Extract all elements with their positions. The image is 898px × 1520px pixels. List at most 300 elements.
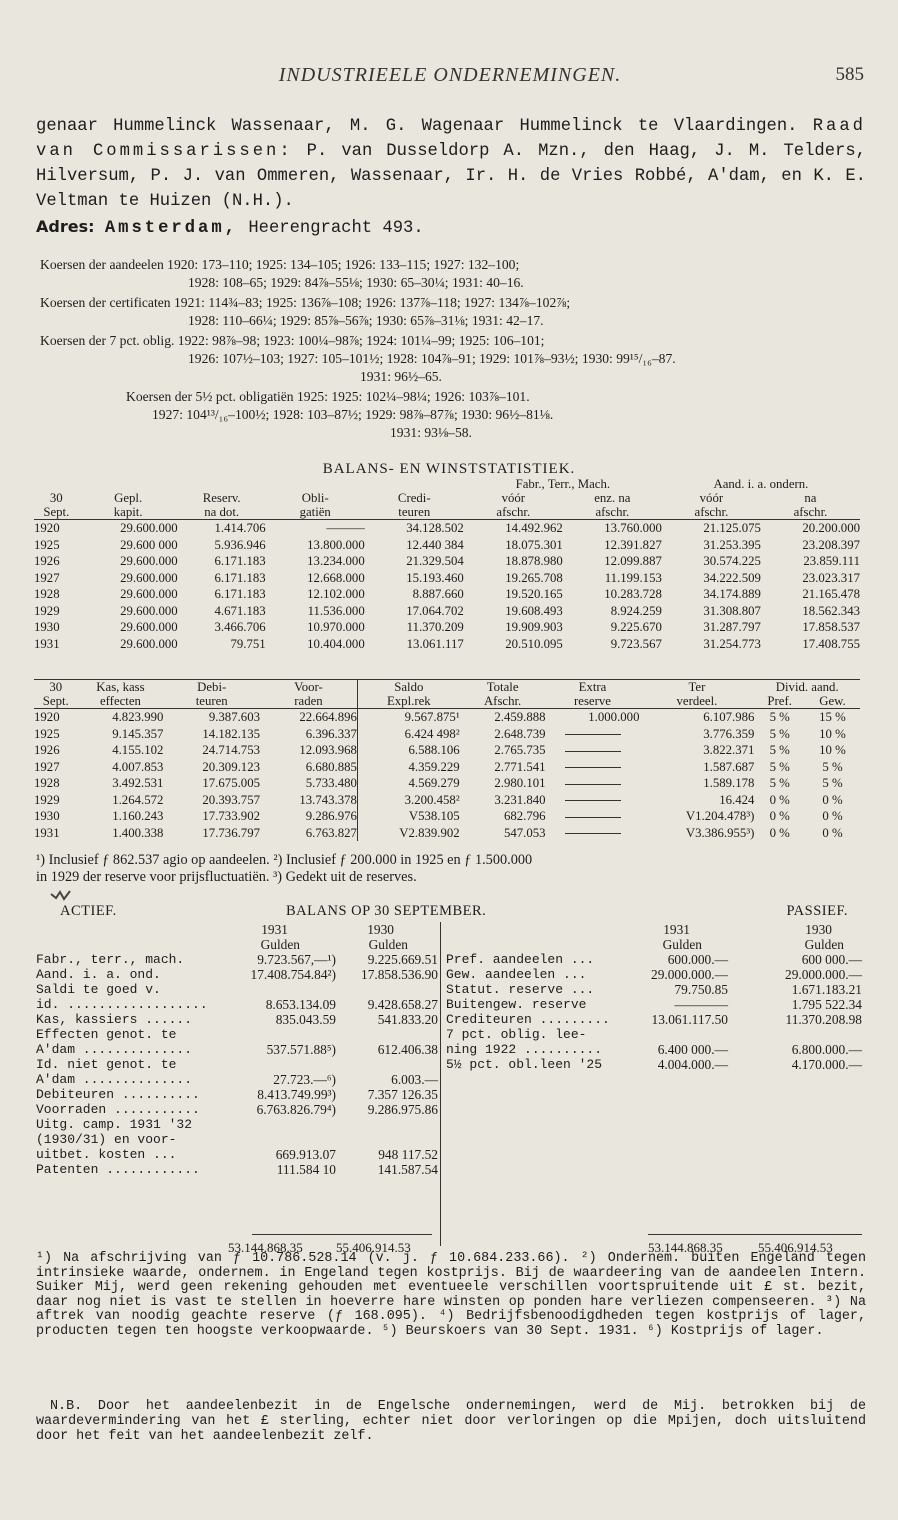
balance-sheet <box>36 922 862 1256</box>
total-liabilities-1931: 53.144.868.35 <box>648 1240 723 1255</box>
table-cell: 29.600.000 <box>120 554 178 568</box>
table-cell: 2.980.101 <box>494 776 546 790</box>
table-cell: 1.400.338 <box>112 825 164 840</box>
row-year: 1927 <box>34 570 60 585</box>
quote-line: Koersen der 5½ pct. obligatiën 1925: 1925: 102¼–98¼; 1926: 103⅞–101. <box>126 389 530 404</box>
share-quotes <box>40 256 870 444</box>
table-cell: 2.765.735 <box>494 743 546 757</box>
row-year: 1929 <box>34 603 60 618</box>
unit-label: Gulden <box>662 937 702 952</box>
column-header: vóór <box>699 491 724 505</box>
table-cell: 0 % <box>822 792 843 807</box>
column-header: 30 <box>49 680 63 694</box>
profit-statistics-table <box>34 679 860 841</box>
table-row <box>34 570 860 587</box>
company-intro <box>36 114 866 241</box>
balance-sheet-header <box>36 903 862 923</box>
balance-item-label: (1930/31) en voor- <box>36 1132 177 1147</box>
table-cell: 5.936.946 <box>214 537 266 552</box>
total-rule-left <box>252 1234 432 1235</box>
table-cell: 9.567.875¹ <box>357 709 459 726</box>
table-cell: 17.064.702 <box>406 603 464 618</box>
empty-dash <box>546 808 640 825</box>
year-1930: 1930 <box>367 922 394 937</box>
table-cell: 6.396.337 <box>305 726 357 741</box>
balance-value-1930: 29.000.000.— <box>785 967 862 982</box>
balance-value-1931: 4.004.000.— <box>657 1057 728 1072</box>
table-cell: 12.440 384 <box>406 537 464 552</box>
balance-row <box>446 1057 862 1072</box>
table-cell: 6.171.183 <box>214 570 266 585</box>
table-cell: 17.733.902 <box>202 809 260 823</box>
row-year: 1926 <box>34 743 60 757</box>
table-cell: 2.459.888 <box>494 710 546 724</box>
balance-value-1930: 4.170.000.— <box>791 1057 862 1072</box>
table-cell: 3.492.531 <box>112 776 164 790</box>
table-cell: 12.102.000 <box>307 587 365 601</box>
table-cell: 29.600 000 <box>120 537 178 552</box>
column-header: effecten <box>78 694 164 709</box>
balance-row <box>36 952 438 967</box>
column-header: Reserv. <box>202 491 241 505</box>
table-cell: 4.359.229 <box>357 759 459 776</box>
column-header: Gepl. <box>114 491 143 505</box>
table-cell: 29.600.000 <box>120 620 178 634</box>
balance-item-label: Aand. i. a. ond. <box>36 967 161 982</box>
balance-row <box>36 982 438 997</box>
table-cell: 19.265.708 <box>505 570 563 585</box>
table-cell: 20.393.757 <box>202 792 260 807</box>
nota-bene-text: N.B. Door het aandeelenbezit in de Engelsche ondernemingen, werd de Mij. betrokken bij de waardevermindering van het £ sterling, echter niet door verloringen op die Mpijen, doch uitsluitend door het feit van het aandeelenbezit zelf. <box>36 1399 866 1444</box>
balance-row <box>446 997 862 1012</box>
table-row <box>34 586 860 603</box>
balance-item-label: Statut. reserve ... <box>446 982 595 997</box>
table-cell: 1.000.000 <box>588 710 640 724</box>
column-header: Debi- <box>197 680 227 694</box>
table-cell: 5 % <box>822 776 843 790</box>
table-cell: 13.800.000 <box>307 537 365 552</box>
table-cell: 6.588.106 <box>357 742 459 759</box>
quote-line: 1931: 93⅛–58. <box>390 425 472 440</box>
table-row <box>34 709 860 726</box>
table-cell: V538.105 <box>357 808 459 825</box>
balance-row <box>36 997 438 1012</box>
row-year: 1929 <box>34 792 60 807</box>
year-1930: 1930 <box>805 922 832 937</box>
column-header: raden <box>260 694 357 709</box>
table-row <box>34 726 860 743</box>
empty-dash <box>546 825 640 842</box>
column-header: Obli- <box>301 491 329 505</box>
balance-value-1930: 6.003.— <box>391 1072 438 1087</box>
table-cell: 8.887.660 <box>412 587 464 601</box>
table-cell: 20.309.123 <box>202 759 260 774</box>
balance-value-1931: 600.000.— <box>667 952 728 967</box>
unit-header-row <box>36 937 438 952</box>
unit-label: Gulden <box>368 937 408 952</box>
page-number: 585 <box>835 64 864 85</box>
table-cell: 3.200.458² <box>357 792 459 809</box>
empty-dash <box>546 792 640 809</box>
table-cell: 34.222.509 <box>703 570 761 585</box>
table-cell: 29.600.000 <box>120 603 178 618</box>
empty-dash <box>546 759 640 776</box>
asset-rows <box>36 952 438 1177</box>
footnote-line: in 1929 der reserve voor prijsfluctuatiën. ³) Gedekt uit de reserves. <box>36 869 417 885</box>
table-row <box>34 775 860 792</box>
row-year: 1930 <box>34 620 60 634</box>
table-cell: 13.234.000 <box>307 554 365 568</box>
balance-footnotes <box>36 1252 866 1340</box>
table-cell: 31.287.797 <box>703 620 761 634</box>
table-cell: 20.510.095 <box>505 636 563 651</box>
balance-value-1930: 1.795 522.34 <box>791 997 862 1012</box>
dash-rule <box>565 767 621 768</box>
column-header: 30 <box>49 491 63 505</box>
table-cell: 9.723.567 <box>610 636 662 651</box>
table-cell: 29.600.000 <box>120 636 178 651</box>
table-header-row <box>34 505 860 520</box>
balance-item-label: 7 pct. oblig. lee- <box>446 1027 587 1042</box>
column-header: Sept. <box>34 694 78 709</box>
table-row <box>34 619 860 636</box>
table-cell: 16.424 <box>719 792 755 807</box>
balance-row <box>446 1027 862 1042</box>
empty-dash <box>546 742 640 759</box>
table-cell: 0 % <box>769 825 790 840</box>
table-cell: 6.763.827 <box>305 825 357 840</box>
group-header-fabr: Fabr., Terr., Mach. <box>515 477 611 491</box>
table-row <box>34 825 860 842</box>
table-cell: 5.733.480 <box>305 776 357 790</box>
balance-value-1931: 537.571.88⁵) <box>266 1042 336 1057</box>
balance-row <box>36 1117 438 1132</box>
column-header: na <box>804 491 817 505</box>
table-cell: 20.200.000 <box>802 521 860 535</box>
table-cell: 0 % <box>822 825 843 840</box>
balance-value-1930: 948 117.52 <box>378 1147 438 1162</box>
year-header-row <box>446 922 862 937</box>
balance-row <box>36 1027 438 1042</box>
balance-value-1931: 27.723.—⁶) <box>273 1072 336 1087</box>
balance-value-1931: 111.584 10 <box>276 1162 336 1177</box>
balance-row <box>446 982 862 997</box>
balance-row <box>36 1012 438 1027</box>
table-cell: V1.204.478³) <box>685 809 755 823</box>
table-cell: 9.225.670 <box>610 620 662 634</box>
table-cell: V2.839.902 <box>357 825 459 842</box>
table-cell: 0 % <box>822 809 843 823</box>
column-header: afschr. <box>662 505 761 520</box>
row-year: 1928 <box>34 587 60 601</box>
liabilities-column <box>446 922 862 1072</box>
balance-value-1930: 9.428.658.27 <box>367 997 438 1012</box>
table-cell: 11.199.153 <box>604 570 662 585</box>
column-header: verdeel. <box>639 694 754 709</box>
balance-value-1931: 6.400 000.— <box>657 1042 728 1057</box>
balance-row <box>36 1042 438 1057</box>
balance-value-1931: 8.653.134.09 <box>265 997 336 1012</box>
table-cell: 29.600.000 <box>120 521 178 535</box>
statistics-title: BALANS- EN WINSTSTATISTIEK. <box>322 461 576 477</box>
table-cell: 5 % <box>769 710 790 724</box>
table-cell: 19.520.165 <box>505 587 563 601</box>
quote-line: 1928: 108–65; 1929: 84⅞–55⅛; 1930: 65–30¼; 1931: 40–16. <box>188 275 524 290</box>
total-liabilities-1930: 55.406.914.53 <box>758 1240 833 1255</box>
row-year: 1931 <box>34 825 60 840</box>
empty-dash <box>546 775 640 792</box>
balance-item-label: A'dam .............. <box>36 1042 193 1057</box>
table-cell: 5 % <box>769 743 790 757</box>
balance-item-label: Effecten genot. te <box>36 1027 177 1042</box>
balance-value-1931: 669.913.07 <box>275 1147 336 1162</box>
balance-row <box>36 1087 438 1102</box>
table-cell: 14.492.962 <box>505 521 563 535</box>
assets-column <box>36 922 438 1177</box>
column-header: Expl.rek <box>357 694 459 709</box>
address-line <box>36 214 866 241</box>
quote-aandeelen <box>40 256 870 292</box>
balance-item-label: uitbet. kosten ... <box>36 1147 177 1162</box>
balance-item-label: Kas, kassiers ...... <box>36 1012 193 1027</box>
dash-rule <box>565 784 621 785</box>
balance-item-label: Voorraden ........... <box>36 1102 200 1117</box>
dash-rule <box>565 751 621 752</box>
table-cell: 3.776.359 <box>703 726 755 741</box>
balance-row <box>36 967 438 982</box>
table-cell: 12.391.827 <box>604 537 662 552</box>
year-header-row <box>36 922 438 937</box>
balance-item-label: Crediteuren ......... <box>446 1012 610 1027</box>
table-cell: 9.145.357 <box>112 726 164 741</box>
balance-value-1930: 600 000.— <box>801 952 862 967</box>
row-year: 1925 <box>34 726 60 741</box>
total-assets-1930: 55.406.914.53 <box>336 1240 411 1255</box>
balance-item-label: 5½ pct. obl.leen '25 <box>446 1057 603 1072</box>
table-cell: 4.569.279 <box>357 775 459 792</box>
balance-item-label: Patenten ............ <box>36 1162 200 1177</box>
balance-row <box>446 1042 862 1057</box>
balance-value-1930: 9.286.975.86 <box>367 1102 438 1117</box>
balance-value-1931: 13.061.117.50 <box>651 1012 728 1027</box>
table-cell: 5 % <box>769 759 790 774</box>
quote-line: 1927: 104¹³/₁₆–100½; 1928: 103–87½; 1929: 98⅞–87⅞; 1930: 96½–81⅛. <box>152 407 554 422</box>
table-cell: 24.714.753 <box>202 743 260 757</box>
table-cell: 23.208.397 <box>802 537 860 552</box>
column-header: afschr. <box>761 505 860 520</box>
table-cell: 547.053 <box>503 825 546 840</box>
balance-row <box>36 1147 438 1162</box>
balance-row <box>36 1162 438 1177</box>
table-cell: 31.253.395 <box>703 537 761 552</box>
table-row <box>34 537 860 554</box>
balance-item-label: A'dam .............. <box>36 1072 193 1087</box>
column-header: Sept. <box>34 505 79 520</box>
table-row <box>34 553 860 570</box>
table-cell: 6.171.183 <box>214 554 266 568</box>
row-year: 1925 <box>34 537 60 552</box>
column-header: afschr. <box>464 505 563 520</box>
row-year: 1920 <box>34 710 60 724</box>
group-header-aand: Aand. i. a. ondern. <box>713 477 809 491</box>
table-cell: 17.675.005 <box>202 776 260 790</box>
balance-value-1930: 7.357 126.35 <box>367 1087 438 1102</box>
table-cell: ——— <box>326 521 365 535</box>
table-cell: 3.231.840 <box>494 792 546 807</box>
column-header: Afschr. <box>460 694 546 709</box>
table-cell: 6.680.885 <box>305 759 357 774</box>
balance-item-label: Uitg. camp. 1931 '32 <box>36 1117 193 1132</box>
ink-mark-icon <box>50 889 72 903</box>
column-header: Credi- <box>397 491 431 505</box>
balance-statistics-table <box>34 477 860 652</box>
intro-text-b: P. van Dusseldorp A. Mzn., den Haag, J. M. Telders, Hilversum, P. J. van Ommeren, Wassenaar, Ir. H. de Vries Robbé, A'dam, en K. E. Veltman te Huizen (N.H.). <box>36 142 866 211</box>
table-cell: 12.099.887 <box>604 554 662 568</box>
balance-value-1930: 11.370.208.98 <box>785 1012 862 1027</box>
row-year: 1927 <box>34 759 60 774</box>
address-city: Amsterdam, <box>104 219 238 238</box>
table-cell: 682.796 <box>503 809 546 823</box>
unit-header-row <box>446 937 862 952</box>
row-year: 1928 <box>34 776 60 790</box>
balance-value-1931: 17.408.754.84²) <box>250 967 336 982</box>
column-header: gatiën <box>266 505 365 520</box>
column-header: Pref. <box>754 694 805 709</box>
table-header-row <box>34 680 860 695</box>
column-header: Saldo <box>357 680 459 695</box>
table-cell: 0 % <box>769 809 790 823</box>
balance-value-1931: 79.750.85 <box>674 982 728 997</box>
table-cell: 18.075.301 <box>505 537 563 552</box>
table-cell: 6.107.986 <box>703 710 755 724</box>
table-row <box>34 742 860 759</box>
table-cell: 10.970.000 <box>307 620 365 634</box>
table-cell: 22.664.896 <box>299 710 357 724</box>
table-row <box>34 603 860 620</box>
dash-rule <box>565 800 621 801</box>
balance-item-label: Id. niet genot. te <box>36 1057 177 1072</box>
table-cell: 9.286.976 <box>305 809 357 823</box>
balance-item-label: Saldi te goed v. <box>36 982 161 997</box>
table-cell: 5 % <box>769 776 790 790</box>
balance-row <box>36 1057 438 1072</box>
table-row <box>34 520 860 537</box>
table-cell: 23.023.317 <box>802 570 860 585</box>
quote-certificaten <box>40 294 870 330</box>
balance-value-1931: ———— <box>674 997 728 1012</box>
balance-item-label: Buitengew. reserve <box>446 997 587 1012</box>
table-cell: 21.125.075 <box>703 521 761 535</box>
table-row <box>34 792 860 809</box>
actief-label: ACTIEF. <box>60 903 117 919</box>
table-cell: 13.743.378 <box>299 792 357 807</box>
table-cell: 18.878.980 <box>505 554 563 568</box>
column-header: teuren <box>365 505 464 520</box>
table-cell: 10 % <box>819 743 846 757</box>
table-cell: 11.536.000 <box>307 603 365 618</box>
table-header-row <box>34 694 860 709</box>
running-head: INDUSTRIEELE ONDERNEMINGEN. <box>278 64 622 86</box>
unit-label: Gulden <box>804 937 844 952</box>
balance-value-1930: 6.800.000.— <box>791 1042 862 1057</box>
column-header: reserve <box>546 694 640 709</box>
table-cell: 0 % <box>769 792 790 807</box>
table-row <box>34 759 860 776</box>
table-cell: 8.924.259 <box>610 603 662 618</box>
column-header: kapit. <box>79 505 178 520</box>
balance-value-1930: 541.833.20 <box>377 1012 438 1027</box>
column-header: na dot. <box>178 505 266 520</box>
table-cell: 34.174.889 <box>703 587 761 601</box>
balance-row <box>446 1012 862 1027</box>
year-1931: 1931 <box>663 922 690 937</box>
quote-line: Koersen der 7 pct. oblig. 1922: 98⅞–98; 1923: 100¼–98⅞; 1924: 101¼–99; 1925: 106–101; <box>40 333 545 348</box>
table-cell: 10.283.728 <box>604 587 662 601</box>
column-header: Totale <box>486 680 519 694</box>
balance-item-label: Pref. aandeelen ... <box>446 952 595 967</box>
table-cell: 17.736.797 <box>202 825 260 840</box>
quote-line: 1928: 110–66¼; 1929: 85⅞–56⅞; 1930: 65⅞–31⅛; 1931: 42–17. <box>188 313 544 328</box>
page-header <box>0 64 898 88</box>
table-cell: 18.562.343 <box>802 603 860 618</box>
table-cell: 14.182.135 <box>202 726 260 741</box>
table-cell: 19.909.903 <box>505 620 563 634</box>
table-cell: 1.414.706 <box>214 521 266 535</box>
table-cell: 79.751 <box>230 636 266 651</box>
total-assets-1931: 53.144.868.35 <box>228 1240 303 1255</box>
nota-bene <box>36 1400 866 1444</box>
column-header: Gew. <box>805 694 860 709</box>
table-cell: 4.007.853 <box>112 759 164 774</box>
balance-item-label: id. .................. <box>36 997 208 1012</box>
dash-rule <box>565 734 621 735</box>
table-cell: 13.061.117 <box>406 636 464 651</box>
dash-rule <box>565 833 621 834</box>
balance-row <box>446 952 862 967</box>
row-year: 1930 <box>34 809 60 823</box>
quote-obligaties-55 <box>40 388 870 442</box>
table-cell: 29.600.000 <box>120 570 178 585</box>
column-header: Kas, kass <box>96 680 145 694</box>
dash-rule <box>565 817 621 818</box>
quote-line: Koersen der certificaten 1921: 114¾–83; 1925: 136⅞–108; 1926: 137⅞–118; 1927: 134⅞–102⅞; <box>40 295 571 310</box>
table-cell: 15 % <box>819 710 846 724</box>
balance-value-1931: 8.413.749.99³) <box>257 1087 336 1102</box>
table-cell: 4.671.183 <box>214 603 266 618</box>
balance-value-1931: 835.043.59 <box>275 1012 336 1027</box>
table-cell: 4.823.990 <box>112 710 164 724</box>
balance-item-label: Debiteuren .......... <box>36 1087 200 1102</box>
balance-row <box>446 967 862 982</box>
quote-obligaties-7 <box>40 332 870 386</box>
table-cell: 4.155.102 <box>112 743 164 757</box>
table-cell: 1.160.243 <box>112 809 164 823</box>
balance-value-1931: 6.763.826.79⁴) <box>256 1102 336 1117</box>
table-cell: 6.171.183 <box>214 587 266 601</box>
empty-dash <box>546 726 640 743</box>
intro-text-a: genaar Hummelinck Wassenaar, M. G. Wagenaar Hummelinck te Vlaardingen. <box>36 117 813 136</box>
balance-footnote-text: ¹) Na afschrijving van ƒ 10.786.528.14 (v. j. ƒ 10.684.233.66). ²) Ondernem. buiten Engeland tegen intrinsieke waarde, ondernem. in Engeland tegen kostprijs. Bij de waardeering van de aandeelen Intern. Suiker Mij, werd geen rekening gehouden met eventueele verschillen voortspruitende uit £ st. bezit, daar nog niet is vast te stellen in hoeverre hare winsten op ponden hare verliezen compenseeren. ³) Na aftrek van noodig geachte reserve (ƒ 168.095). ⁴) Bedrijfsbenoodigdheden tegen kostprijs of lager, producten tegen ten hoogste verkoopwaarde. ⁵) Beurskoers van 30 Sept. 1931. ⁶) Kostprijs of lager. <box>36 1251 866 1339</box>
year-1931: 1931 <box>261 922 288 937</box>
balance-row <box>36 1132 438 1147</box>
table-cell: 6.424 498² <box>357 726 459 743</box>
table-cell: 10 % <box>819 726 846 741</box>
table-row <box>34 808 860 825</box>
table-cell: 29.600.000 <box>120 587 178 601</box>
table-cell: 3.822.371 <box>703 743 755 757</box>
table-cell: 17.408.755 <box>802 636 860 651</box>
table-cell: 13.760.000 <box>604 521 662 535</box>
